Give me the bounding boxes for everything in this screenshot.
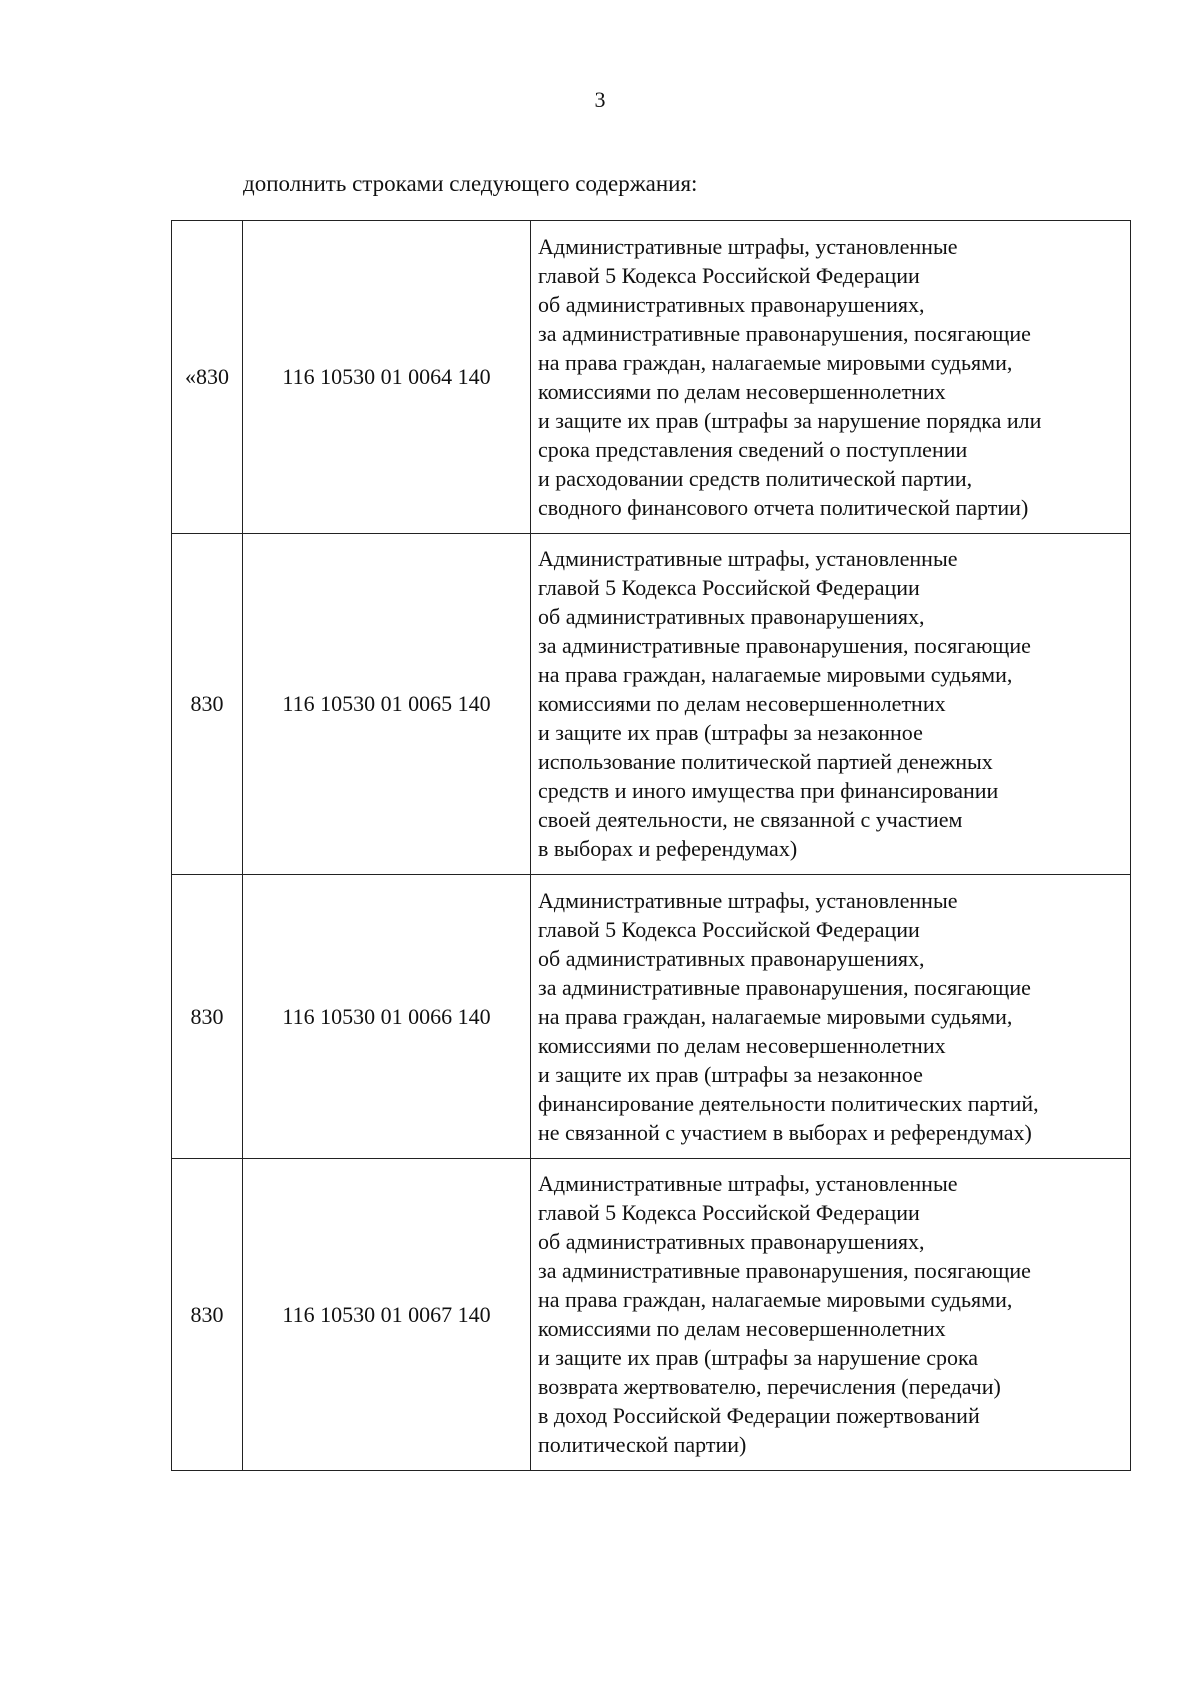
admin-code-cell: 830 [172,875,243,1159]
kbk-code-cell: 116 10530 01 0065 140 [243,534,531,875]
table-row [172,875,1131,1159]
income-name-cell: Административные штрафы, установленные главой 5 Кодекса Российской Федерации об административных правонарушениях, за административные правонарушения, посягающие на права граждан, налагаемые мировыми судьями, комиссиями по делам несовершеннолетних и защите их прав (штрафы за нарушение порядка или срока представления сведений о поступлении и расходовании средств политической партии, сводного финансового отчета политической партии) [531,221,1131,534]
admin-code-cell: 830 [172,534,243,875]
income-name-cell: Административные штрафы, установленные главой 5 Кодекса Российской Федерации об административных правонарушениях, за административные правонарушения, посягающие на права граждан, налагаемые мировыми судьями, комиссиями по делам несовершеннолетних и защите их прав (штрафы за незаконное использование политической партией денежных средств и иного имущества при финансировании своей деятельности, не связанной с участием в выборах и референдумах) [531,534,1131,875]
admin-code-cell: «830 [172,221,243,534]
table-row [172,221,1131,534]
income-name-cell: Административные штрафы, установленные главой 5 Кодекса Российской Федерации об административных правонарушениях, за административные правонарушения, посягающие на права граждан, налагаемые мировыми судьями, комиссиями по делам несовершеннолетних и защите их прав (штрафы за нарушение срока возврата жертвователю, перечисления (передачи) в доход Российской Федерации пожертвований политической партии) [531,1159,1131,1471]
table-row [172,534,1131,875]
kbk-code-cell: 116 10530 01 0064 140 [243,221,531,534]
kbk-code-cell: 116 10530 01 0067 140 [243,1159,531,1471]
intro-text: дополнить строками следующего содержания: [243,171,698,196]
budget-codes-table [171,220,1131,1471]
kbk-code-cell: 116 10530 01 0066 140 [243,875,531,1159]
income-name-cell: Административные штрафы, установленные главой 5 Кодекса Российской Федерации об административных правонарушениях, за административные правонарушения, посягающие на права граждан, налагаемые мировыми судьями, комиссиями по делам несовершеннолетних и защите их прав (штрафы за незаконное финансирование деятельности политических партий, не связанной с участием в выборах и референдумах) [531,875,1131,1159]
admin-code-cell: 830 [172,1159,243,1471]
table-row [172,1159,1131,1471]
page-number: 3 [594,87,606,112]
